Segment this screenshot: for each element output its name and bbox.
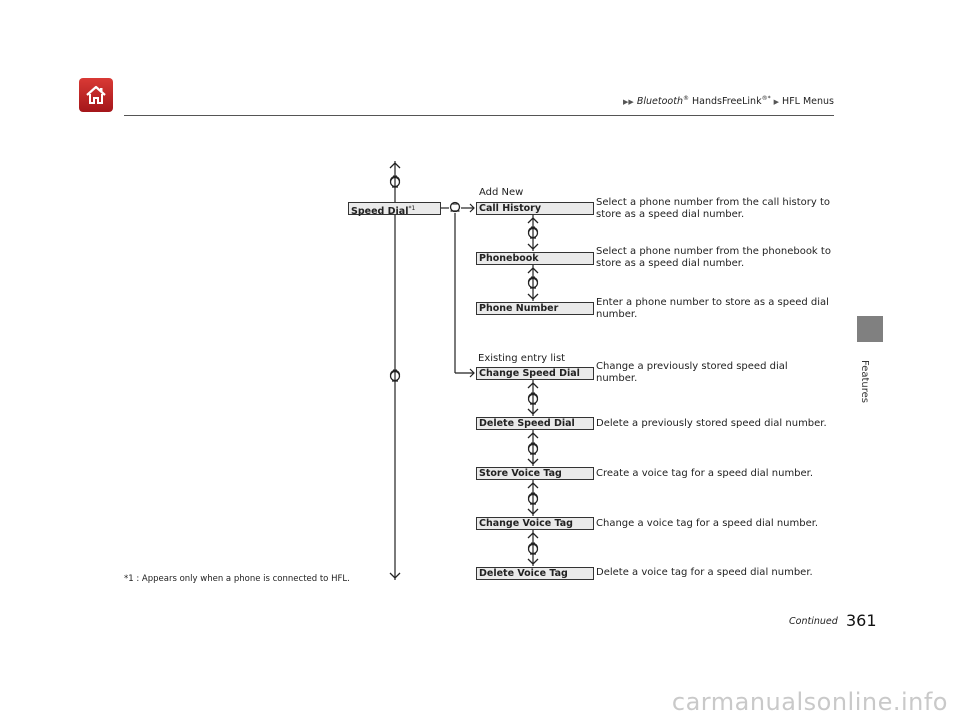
desc-change-voice-tag: Change a voice tag for a speed dial number. [596, 518, 819, 529]
menu-phonebook[interactable]: Phonebook [476, 252, 594, 265]
menu-phone-number[interactable]: Phone Number [476, 302, 594, 315]
menu-delete-voice-tag[interactable]: Delete Voice Tag [476, 567, 594, 580]
watermark: carmanualsonline.info [671, 688, 948, 716]
press-knob-icon [451, 203, 460, 212]
breadcrumb-part-1: Bluetooth [636, 96, 683, 108]
branch-label-add-new: Add New [479, 187, 524, 198]
continued-label: Continued [789, 616, 838, 627]
menu-delete-speed-dial[interactable]: Delete Speed Dial [476, 417, 594, 430]
page-number: 361 [846, 611, 877, 630]
menu-change-voice-tag[interactable]: Change Voice Tag [476, 517, 594, 530]
desc-phone-number: Enter a phone number to store as a speed dial number. [596, 297, 829, 320]
breadcrumb-arrow-icon: ▶▶ [623, 98, 634, 107]
desc-store-voice-tag: Create a voice tag for a speed dial number. [596, 468, 814, 479]
desc-call-history: Select a phone number from the call history to store as a speed dial number. [596, 197, 831, 220]
desc-delete-speed-dial: Delete a previously stored speed dial number. [596, 418, 827, 429]
footnote: *1 : Appears only when a phone is connected to HFL. [124, 574, 350, 584]
menu-call-history[interactable]: Call History [476, 202, 594, 215]
menu-store-voice-tag[interactable]: Store Voice Tag [476, 467, 594, 480]
branch-label-existing: Existing entry list [478, 353, 566, 364]
breadcrumb: ▶▶ Bluetooth® HandsFreeLink®* ▶ HFL Menus [623, 95, 834, 108]
desc-change-speed-dial: Change a previously stored speed dial number. [596, 361, 788, 384]
breadcrumb-arrow-icon: ▶ [773, 98, 780, 107]
menu-speed-dial[interactable]: Speed Dial$^{*1}$ [348, 202, 441, 215]
desc-delete-voice-tag: Delete a voice tag for a speed dial number. [596, 567, 813, 578]
desc-phonebook: Select a phone number from the phonebook to store as a speed dial number. [596, 246, 831, 269]
section-tab-label: Features [859, 360, 870, 403]
breadcrumb-part-3: HFL Menus [782, 96, 834, 108]
menu-change-speed-dial[interactable]: Change Speed Dial [476, 367, 594, 380]
breadcrumb-part-2: HandsFreeLink [688, 96, 762, 108]
